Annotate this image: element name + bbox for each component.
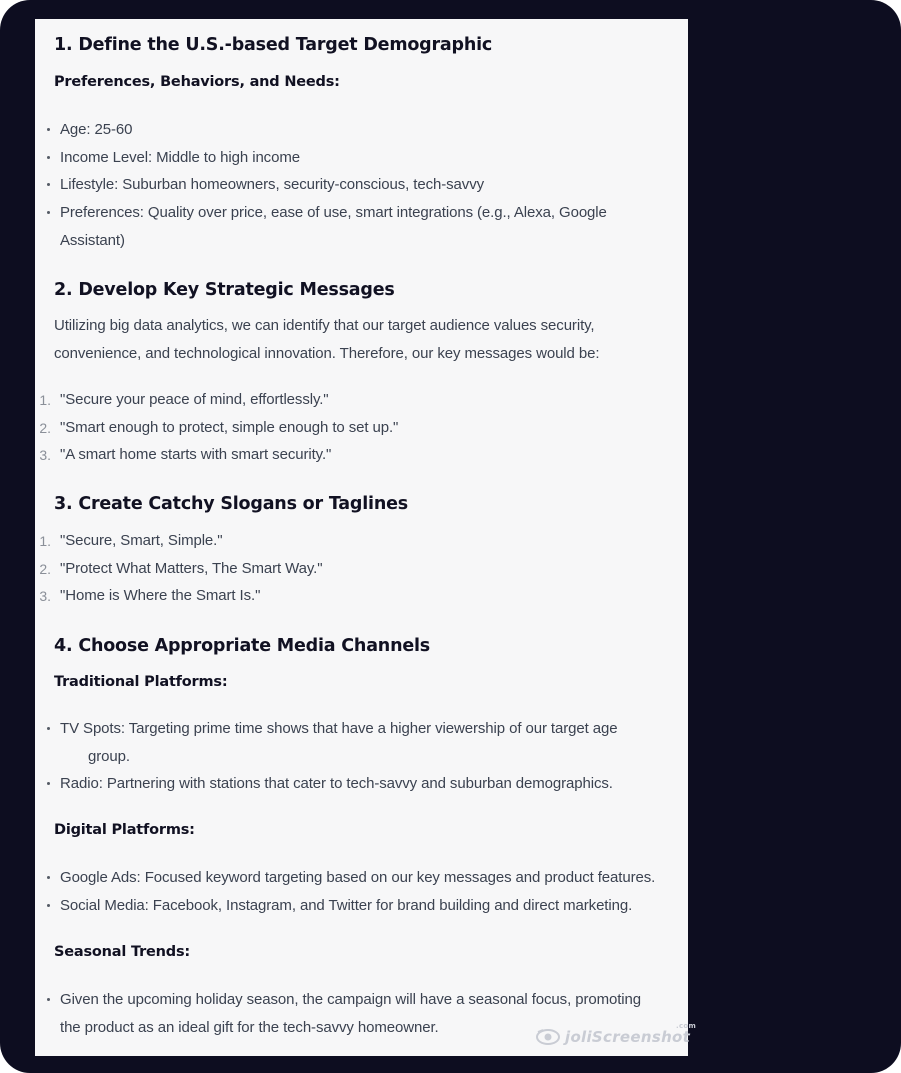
list-number: 2. (39, 561, 51, 577)
key-message-3: "A smart home starts with smart security." (60, 446, 332, 463)
section-1-heading: 1. Define the U.S.-based Target Demographic (54, 35, 493, 55)
section-4-heading: 4. Choose Appropriate Media Channels (54, 636, 431, 656)
demographic-preferences-line-2: Assistant) (60, 232, 125, 249)
digital-platforms-title: Digital Platforms: (54, 822, 195, 838)
section-2-paragraph-line-1: Utilizing big data analytics, we can identify that our target audience values security, (54, 317, 595, 334)
demographic-income: Income Level: Middle to high income (60, 149, 300, 166)
camera-shutter-icon (535, 1028, 561, 1046)
bullet-dot (47, 876, 50, 879)
bullet-dot (47, 156, 50, 159)
key-message-2: "Smart enough to protect, simple enough to set up." (60, 419, 399, 436)
watermark (535, 1022, 697, 1046)
seasonal-line-2: the product as an ideal gift for the tech-savvy homeowner. (60, 1019, 439, 1036)
section-2-heading: 2. Develop Key Strategic Messages (54, 280, 395, 300)
bullet-dot (47, 782, 50, 785)
bullet-dot (47, 998, 50, 1001)
tv-spots-line-1: TV Spots: Targeting prime time shows that have a higher viewership of our target age (60, 720, 618, 737)
seasonal-line-1: Given the upcoming holiday season, the campaign will have a seasonal focus, promoting (60, 991, 642, 1008)
section-3-heading: 3. Create Catchy Slogans or Taglines (54, 494, 408, 514)
list-number: 3. (39, 447, 51, 463)
bullet-dot (47, 904, 50, 907)
list-number: 1. (39, 533, 51, 549)
demographic-preferences-line-1: Preferences: Quality over price, ease of use, smart integrations (e.g., Alexa, Google (60, 204, 607, 221)
chat-response-panel (35, 19, 697, 1056)
bullet-dot (47, 211, 50, 214)
traditional-platforms-title: Traditional Platforms: (54, 674, 228, 690)
tv-spots-line-2: group. (88, 748, 130, 765)
watermark-text-wrap (565, 1022, 697, 1046)
list-number: 3. (39, 588, 51, 604)
google-ads-item: Google Ads: Focused keyword targeting based on our key messages and product features. (60, 869, 656, 886)
section-2-paragraph-line-2: convenience, and technological innovation. Therefore, our key messages would be: (54, 345, 600, 362)
watermark-text: joliScreenshot (565, 1028, 691, 1046)
demographic-lifestyle: Lifestyle: Suburban homeowners, security-conscious, tech-savvy (60, 176, 484, 193)
slogan-3: "Home is Where the Smart Is." (60, 587, 261, 604)
slogan-1: "Secure, Smart, Simple." (60, 532, 223, 549)
radio-item: Radio: Partnering with stations that cater to tech-savvy and suburban demographics. (60, 775, 613, 792)
slogan-2: "Protect What Matters, The Smart Way." (60, 560, 323, 577)
social-media-item: Social Media: Facebook, Instagram, and Twitter for brand building and direct marketing. (60, 897, 633, 914)
demographic-age: Age: 25-60 (60, 121, 133, 138)
bullet-dot (47, 727, 50, 730)
list-number: 1. (39, 392, 51, 408)
bullet-dot (47, 183, 50, 186)
key-message-1: "Secure your peace of mind, effortlessly." (60, 391, 329, 408)
bullet-dot (47, 128, 50, 131)
list-number: 2. (39, 420, 51, 436)
seasonal-trends-title: Seasonal Trends: (54, 944, 190, 960)
section-1-subheading: Preferences, Behaviors, and Needs: (54, 74, 340, 90)
watermark-suffix: .com (676, 1022, 697, 1030)
